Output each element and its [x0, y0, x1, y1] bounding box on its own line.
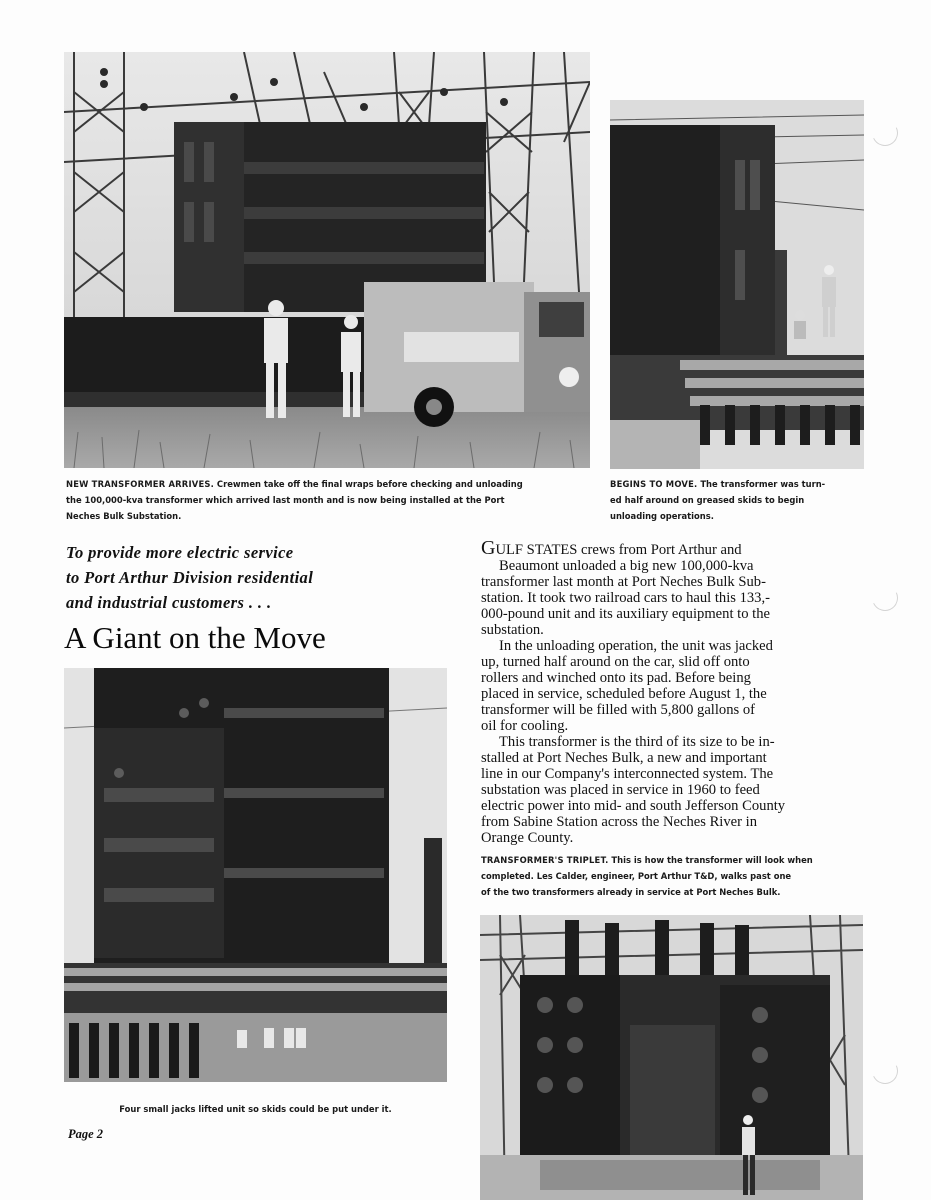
caption-line: of the two transformers already in service at Port Neches Bulk. [481, 887, 781, 897]
binder-hole-top [868, 116, 901, 149]
article-line: from Sabine Station across the Neches River in [481, 814, 757, 830]
article-line: substation was placed in service in 1960 to feed [481, 782, 760, 798]
article-body [481, 537, 862, 846]
binder-hole-middle [868, 581, 901, 614]
article-line: stalled at Port Neches Bulk, a new and important [481, 750, 767, 766]
page-number: Page 2 [68, 1127, 104, 1141]
article-line: rollers and winched onto its pad. Before being [481, 670, 751, 686]
photo-jacks-under-unit [64, 668, 447, 1082]
article-line: oil for cooling. [481, 718, 569, 734]
kicker-line: To provide more electric service [66, 543, 294, 562]
dropcap: G [481, 537, 496, 559]
article-line: 000-pound unit and its auxiliary equipment to the [481, 606, 770, 622]
article-line: up, turned half around on the car, slid off onto [481, 654, 750, 670]
caption-lead: BEGINS TO MOVE. [610, 479, 698, 489]
article-line: station. It took two railroad cars to haul this 133,- [481, 590, 770, 606]
caption-line: completed. Les Calder, engineer, Port Arthur T&D, walks past one [481, 871, 792, 881]
article-line: ULF STATES crews from Port Arthur and [495, 542, 742, 558]
article-line: electric power into mid- and south Jefferson County [481, 798, 786, 814]
caption-line: Neches Bulk Substation. [66, 511, 182, 521]
caption-lead: TRANSFORMER'S TRIPLET. [481, 855, 609, 865]
binder-hole-bottom [868, 1054, 901, 1087]
photo-new-transformer-arrives [64, 52, 590, 468]
kicker-line: and industrial customers . . . [66, 593, 272, 612]
headline: A Giant on the Move [64, 620, 326, 655]
caption-line: Crewmen take off the final wraps before checking and unloading [216, 479, 523, 489]
article-line: transformer last month at Port Neches Bulk Sub- [481, 574, 766, 590]
article-line: Beaumont unloaded a big new 100,000-kva [499, 558, 754, 574]
article-line: Orange County. [481, 830, 574, 846]
photo-transformers-triplet [480, 915, 863, 1200]
article-kicker [66, 540, 386, 615]
article-line: line in our Company's interconnected system. The [481, 766, 774, 782]
caption-lead: NEW TRANSFORMER ARRIVES. [66, 479, 214, 489]
caption-line: unloading operations. [610, 511, 714, 521]
article-line: placed in service, scheduled before August 1, the [481, 686, 767, 702]
caption-line: The transformer was turn- [700, 479, 826, 489]
article-line: This transformer is the third of its size to be in- [499, 734, 775, 750]
photo-begins-to-move [610, 100, 864, 469]
caption-begins-to-move [610, 476, 862, 524]
article-line: In the unloading operation, the unit was jacked [499, 638, 773, 654]
article-line: substation. [481, 622, 544, 638]
kicker-line: to Port Arthur Division residential [66, 568, 314, 587]
caption-line: ed half around on greased skids to begin [610, 495, 805, 505]
caption-line: Four small jacks lifted unit so skids could be put under it. [119, 1104, 392, 1114]
caption-jacks [64, 1101, 447, 1117]
caption-line: the 100,000-kva transformer which arrived last month and is now being installed at the Port [66, 495, 505, 505]
article-line: transformer will be filled with 5,800 gallons of [481, 702, 755, 718]
caption-transformers-triplet [481, 852, 862, 900]
caption-line: This is how the transformer will look when [611, 855, 813, 865]
caption-new-transformer-arrives [66, 476, 590, 524]
